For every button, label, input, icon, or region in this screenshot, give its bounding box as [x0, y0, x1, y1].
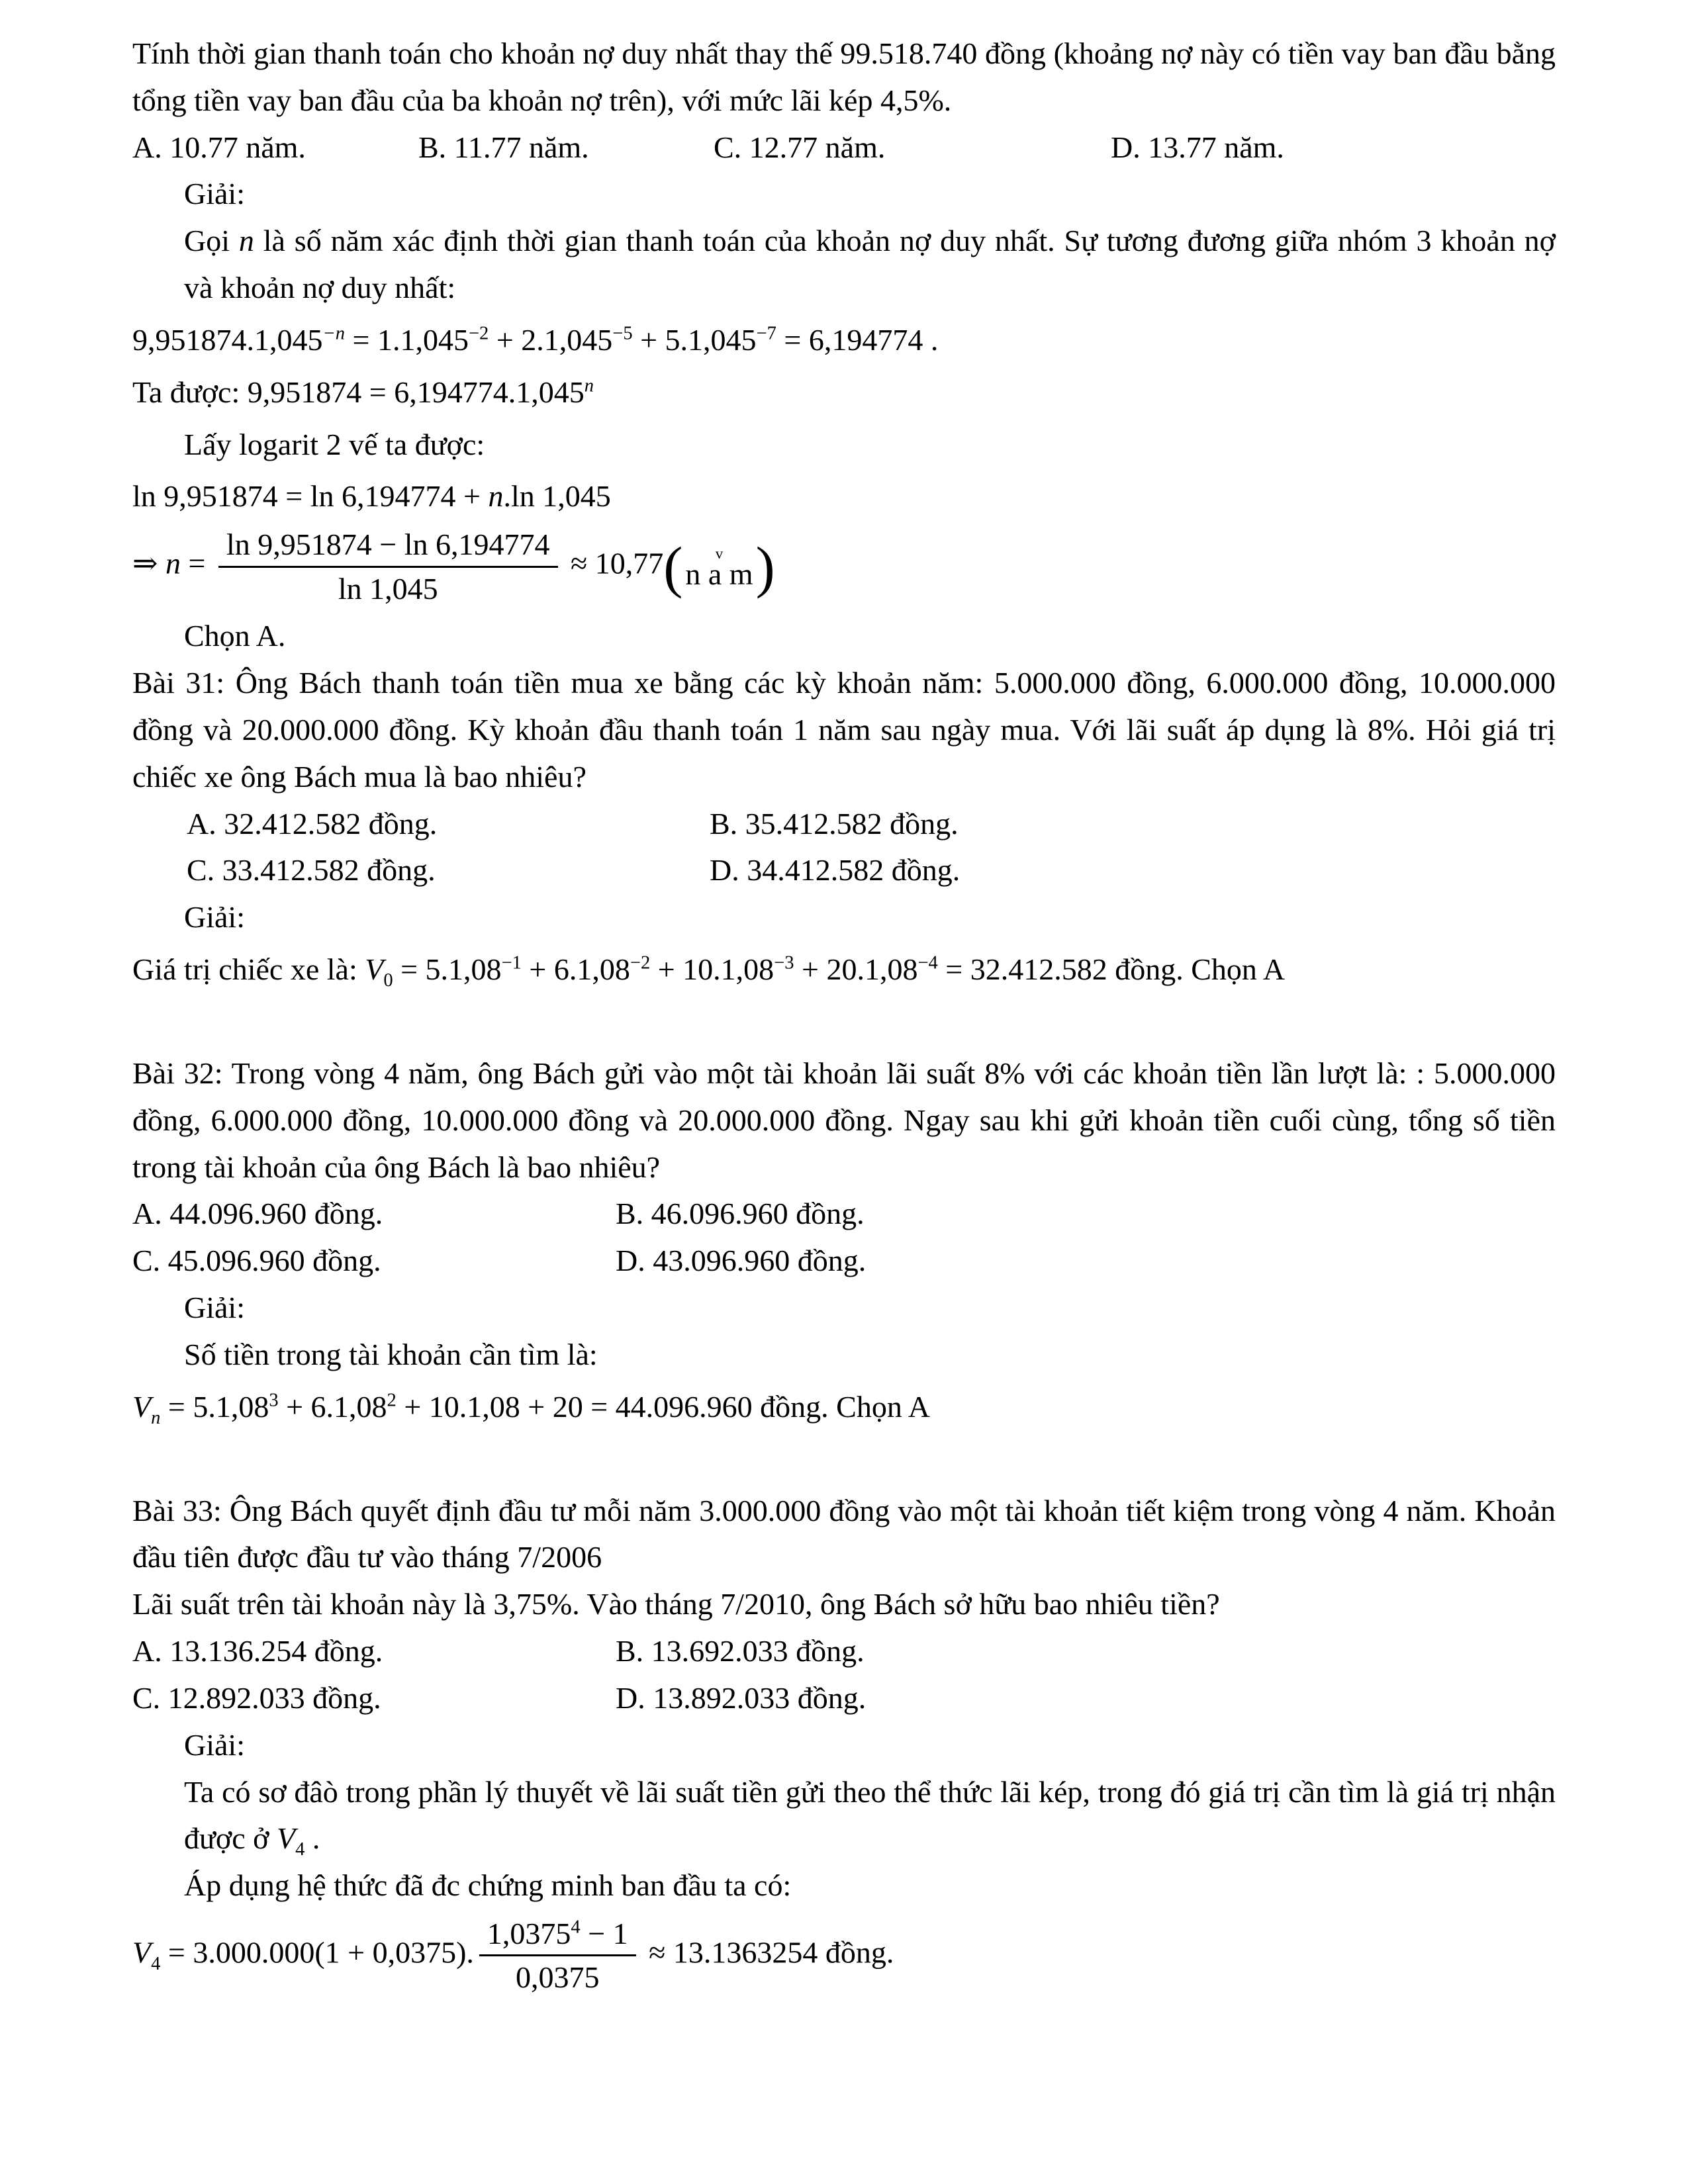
- option-d: D. 13.892.033 đồng.: [616, 1680, 867, 1715]
- problem-33: [132, 1488, 1556, 1997]
- option-c: C. 45.096.960 đồng.: [132, 1244, 381, 1278]
- problem-30-answer: Chọn A.: [184, 619, 286, 653]
- problem-32-solution-formula: $V_n = 5.1,08^3 + 6.1,08^2 + 10.1,08 + 20 = 44.096.960$ đồng. Chọn A: [132, 1389, 931, 1428]
- problem-32-statement: Bài 32: Trong vòng 4 năm, ông Bách gửi vào một tài khoản lãi suất 8% với các khoản tiền lần lượt là: : 5.000.000 đồng, 6.000.000 đồng, 10.000.000 đồng và 20.000.000 đồng. Ngay sau khi gửi khoản tiền cuối cùng, tổng số tiền trong tài khoản của ông Bách là bao nhiêu?: [132, 1056, 1556, 1184]
- option-d: D. 43.096.960 đồng.: [616, 1244, 867, 1278]
- option-b: B. 46.096.960 đồng.: [616, 1197, 865, 1231]
- option-d: D. 13.77 năm.: [1111, 130, 1284, 164]
- option-b: B. 13.692.033 đồng.: [616, 1634, 865, 1668]
- problem-31-options-row-2: [187, 847, 1556, 894]
- option-c: C. 33.412.582 đồng.: [187, 853, 436, 887]
- problem-33-statement-line-2: Lãi suất trên tài khoản này là 3,75%. Vào tháng 7/2010, ông Bách sở hữu bao nhiêu tiền?: [132, 1587, 1220, 1621]
- problem-32-options-row-2: [132, 1238, 1556, 1285]
- solution-label: Giải:: [184, 177, 245, 211]
- problem-30-result-line: Ta được: $9,951874 = 6,194774.1,045^n$: [132, 375, 594, 409]
- problem-31-statement: Bài 31: Ông Bách thanh toán tiền mua xe bằng các kỳ khoản năm: 5.000.000 đồng, 6.000.000 đồng, 10.000.000 đồng và 20.000.000 đồng. Kỳ khoản đầu thanh toán 1 năm sau ngày mua. Với lãi suất áp dụng là 8%. Hỏi giá trị chiếc xe ông Bách mua là bao nhiêu?: [132, 666, 1556, 794]
- option-a: A. 44.096.960 đồng.: [132, 1197, 383, 1231]
- spacer: [132, 1436, 1556, 1488]
- option-a: A. 10.77 năm.: [132, 130, 306, 164]
- problem-33-solution-formula: $V_4 = 3.000.000(1 + 0,0375)$. $\frac{1,0375^4 - 1}{0,0375}$ ≈ 13.1363254 đồng.: [132, 1915, 1556, 1997]
- spacer: [132, 999, 1556, 1050]
- problem-31-options-row-1: [187, 801, 1556, 848]
- solution-label: Giải:: [184, 1291, 245, 1325]
- option-b: B. 11.77 năm.: [418, 130, 589, 164]
- problem-30: [132, 30, 1556, 660]
- problem-30-n-formula: ⇒ n = $\frac{\ln 9,951874 - \ln 6,194774}{\ln 1,045}$ ≈ 10,77 ( v n a m ): [132, 525, 1556, 608]
- problem-30-log-note: Lấy logarit 2 vế ta được:: [184, 427, 485, 461]
- option-c: C. 12.77 năm.: [714, 130, 886, 164]
- problem-31: [132, 660, 1556, 993]
- problem-32-solution-intro: Số tiền trong tài khoản cần tìm là:: [184, 1337, 598, 1371]
- solution-label: Giải:: [184, 1727, 245, 1762]
- problem-33-solution-intro: Ta có sơ đâò trong phần lý thuyết về lãi suất tiền gửi theo thể thức lãi kép, trong đó giá trị cần tìm là giá trị nhận được ở $V_4$ .: [184, 1774, 1556, 1860]
- solution-label: Giải:: [184, 900, 245, 934]
- problem-33-solution-note: Áp dụng hệ thức đã đc chứng minh ban đầu ta có:: [184, 1868, 792, 1903]
- problem-30-ln-formula: ln 9,951874 = ln 6,194774 + n.ln 1,045: [132, 479, 611, 514]
- problem-32-options-row-1: [132, 1191, 1556, 1238]
- problem-33-options-row-2: [132, 1675, 1556, 1722]
- problem-30-equivalence-formula: $9,951874.1,045^{-n} = 1.1,045^{-2} + 2.1,045^{-5} + 5.1,045^{-7} = 6,194774$ .: [132, 322, 939, 357]
- option-b: B. 35.412.582 đồng.: [710, 806, 959, 841]
- option-c: C. 12.892.033 đồng.: [132, 1680, 381, 1715]
- option-d: D. 34.412.582 đồng.: [710, 853, 961, 887]
- problem-30-solution-intro: Gọi n là số năm xác định thời gian thanh toán của khoản nợ duy nhất. Sự tương đương giữa nhóm 3 khoản nợ và khoản nợ duy nhất:: [184, 224, 1556, 305]
- problem-33-options-row-1: [132, 1628, 1556, 1675]
- problem-33-statement-line-1: Bài 33: Ông Bách quyết định đầu tư mỗi năm 3.000.000 đồng vào một tài khoản tiết kiệm trong vòng 4 năm. Khoản đầu tiên được đầu tư vào tháng 7/2006: [132, 1493, 1556, 1574]
- problem-30-options: [132, 124, 1556, 171]
- problem-32: [132, 1050, 1556, 1431]
- problem-30-statement: Tính thời gian thanh toán cho khoản nợ duy nhất thay thế 99.518.740 đồng (khoảng nợ này có tiền vay ban đầu bằng tổng tiền vay ban đầu của ba khoản nợ trên), với mức lãi kép 4,5%.: [132, 36, 1556, 117]
- option-a: A. 32.412.582 đồng.: [187, 806, 438, 841]
- option-a: A. 13.136.254 đồng.: [132, 1634, 383, 1668]
- problem-31-solution-formula: Giá trị chiếc xe là: $V_0 = 5.1,08^{-1} + 6.1,08^{-2} + 10.1,08^{-3} + 20.1,08^{-4} = 32.412.582$ đồng. Chọn A: [132, 952, 1286, 991]
